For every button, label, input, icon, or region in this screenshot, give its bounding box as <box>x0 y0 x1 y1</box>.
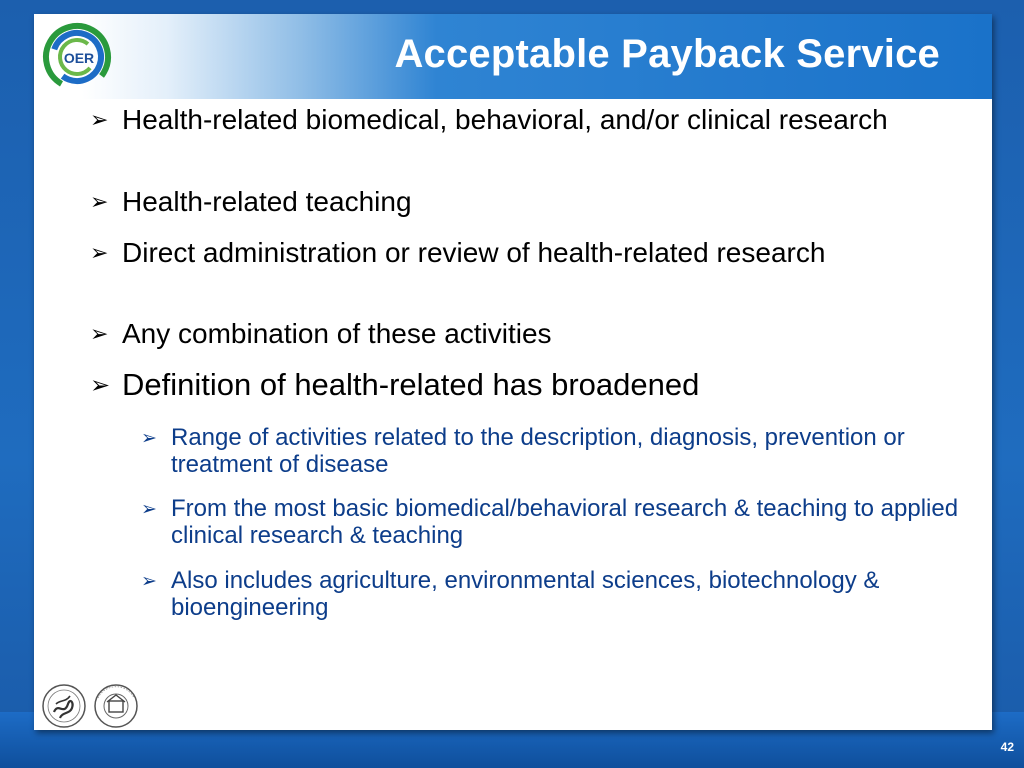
arrow-bullet-icon: ➢ <box>90 321 109 346</box>
arrow-bullet-icon: ➢ <box>90 372 111 399</box>
bullet-text: Direct administration or review of health-related research <box>122 237 826 268</box>
arrow-bullet-icon: ➢ <box>141 499 157 520</box>
slide-title: Acceptable Payback Service <box>394 32 940 76</box>
nih-seal-icon <box>95 685 137 727</box>
arrow-bullet-icon: ➢ <box>90 107 109 132</box>
oer-logo-icon <box>42 22 112 92</box>
bullet-item <box>90 367 962 402</box>
slide <box>34 14 992 730</box>
bullet-text: Health-related biomedical, behavioral, and/or clinical research <box>122 104 888 135</box>
bullet-text: Health-related teaching <box>122 186 412 217</box>
hhs-seal-icon <box>43 685 85 727</box>
sub-bullet-text: From the most basic biomedical/behavioral research & teaching to applied clinical research & teaching <box>171 495 959 549</box>
sub-bullet-text: Also includes agriculture, environmental sciences, biotechnology & bioengineering <box>171 567 880 621</box>
svg-text:OER: OER <box>63 50 95 66</box>
agency-seals <box>40 682 150 730</box>
bullet-item <box>90 186 962 218</box>
sub-bullet-item <box>141 495 961 549</box>
bullet-text: Definition of health-related has broadened <box>122 367 700 402</box>
bullet-text: Any combination of these activities <box>122 318 552 349</box>
page-number: 42 <box>1000 740 1014 754</box>
sub-bullet-item <box>141 567 961 621</box>
arrow-bullet-icon: ➢ <box>141 428 157 449</box>
bullet-item <box>90 237 962 269</box>
sub-bullet-text: Range of activities related to the description, diagnosis, prevention or treatment of disease <box>171 424 905 478</box>
arrow-bullet-icon: ➢ <box>90 189 109 214</box>
title-bar <box>34 14 992 99</box>
bullet-item <box>90 318 962 350</box>
arrow-bullet-icon: ➢ <box>141 571 157 592</box>
arrow-bullet-icon: ➢ <box>90 240 109 265</box>
sub-bullet-item <box>141 424 961 478</box>
bullet-item <box>90 104 962 136</box>
